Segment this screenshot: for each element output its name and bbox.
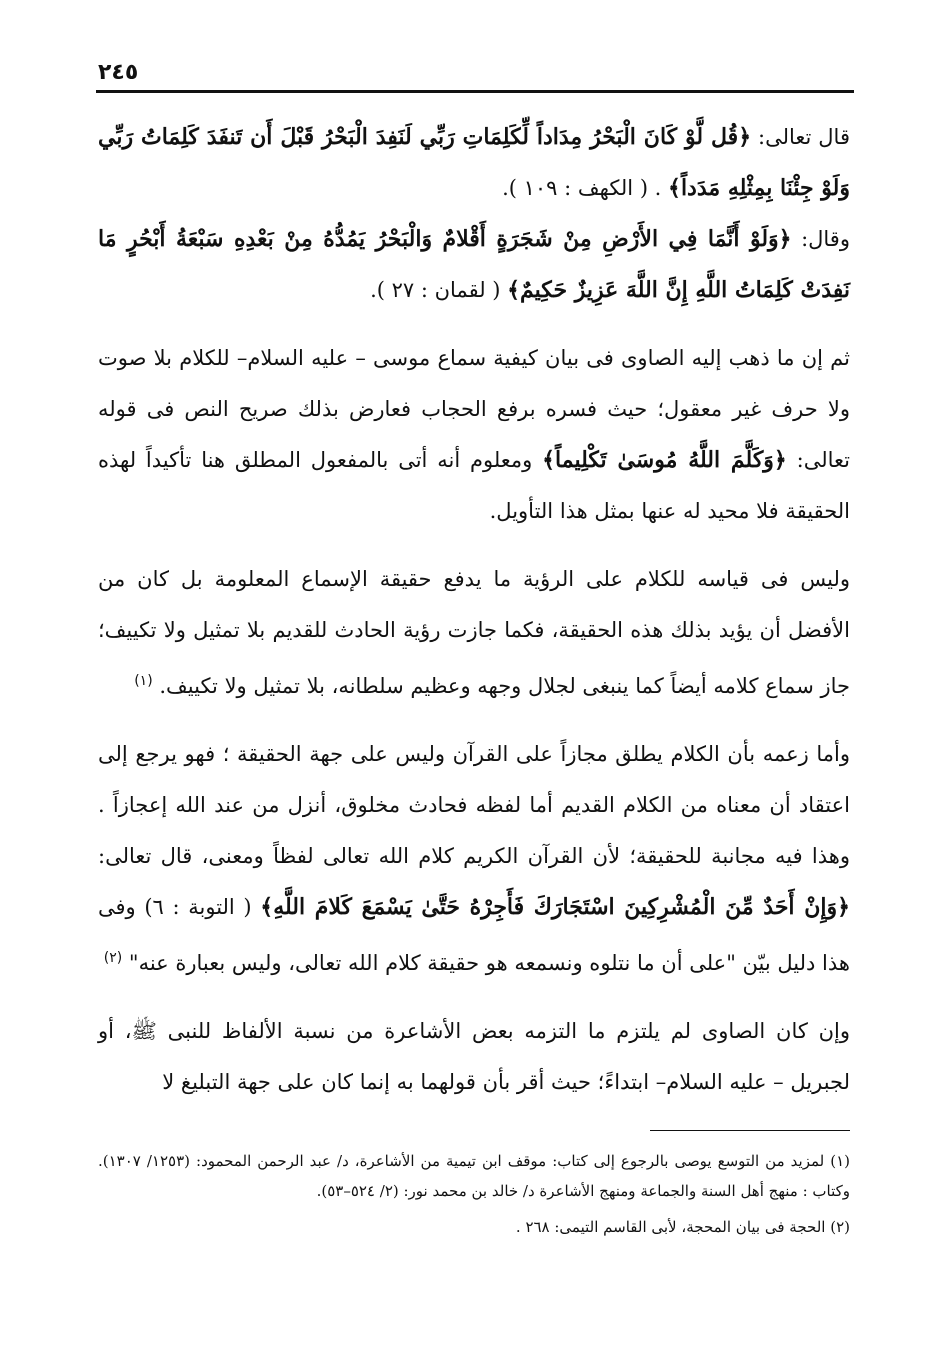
paragraph-3 bbox=[98, 333, 850, 537]
verse-reference-luqman: ( لقمان : ٢٧ ). bbox=[370, 278, 508, 302]
quran-verse-kahf: ﴿قُل لَّوْ كَانَ الْبَحْرُ مِدَاداً لِّكَلِمَاتِ رَبِّي لَنَفِدَ الْبَحْرُ قَبْلَ أَن تَنفَدَ كَلِمَاتُ رَبِّي وَلَوْ جِئْنَا بِمِثْلِهِ مَدَداً﴾ bbox=[98, 124, 850, 201]
footnote-separator bbox=[650, 1130, 850, 1131]
paragraph-6 bbox=[98, 1006, 850, 1108]
quran-verse-tawbah: ﴿وَإِنْ أَحَدٌ مِّنَ الْمُشْرِكِينَ اسْتَجَارَكَ فَأَجِرْهُ حَتَّىٰ يَسْمَعَ كَلامَ اللَّهِ﴾ bbox=[260, 894, 850, 920]
paragraph-4-text: وليس فى قياسه للكلام على الرؤية ما يدفع حقيقة الإسماع المعلومة بل كان من الأفضل أن يؤيد بذلك هذه الحقيقة، فكما جازت رؤية الحادث للقديم بلا تمثيل ولا تكييف؛ جاز سماع كلامه أيضاً كما ينبغى لجلال وجهه وعظيم سلطانه، بلا تمثيل ولا تكييف. bbox=[98, 567, 850, 698]
footnote-2: (٢) الحجة فى بيان المحجة، لأبى القاسم التيمى: ٢٦٨ . bbox=[515, 1218, 850, 1236]
main-text bbox=[98, 112, 850, 1108]
paragraph-5-tail: ( التوبة : ٦) وفى هذا دليل بيّن "على أن ما نتلوه ونسمعه هو حقيقة كلام الله تعالى، وليس بعبارة عنه" bbox=[98, 895, 850, 975]
footnote-ref-2[interactable]: (٢) bbox=[103, 950, 123, 966]
paragraph-5 bbox=[98, 729, 850, 989]
footnote-ref-1[interactable]: (١) bbox=[134, 673, 153, 689]
paragraph-1-lead: قال تعالى: bbox=[751, 125, 850, 149]
verse-reference-kahf: . ( الكهف : ١٠٩ ). bbox=[502, 176, 669, 200]
quran-verse-nisa: ﴿وَكَلَّمَ اللَّهُ مُوسَىٰ تَكْلِيماً﴾ bbox=[542, 447, 787, 473]
page-number: ٢٤٥ bbox=[98, 60, 139, 85]
paragraph-6-text: وإن كان الصاوى لم يلتزم ما التزمه بعض الأشاعرة من نسبة الألفاظ للنبى ﷺ، أو لجبريل – عليه السلام– ابتداءً؛ حيث أقر بأن قولهما به إنما كان على جهة التبليغ لا bbox=[98, 1019, 850, 1094]
footnote-1: (١) لمزيد من التوسع يوصى بالرجوع إلى كتاب: موقف ابن تيمية من الأشاعرة، د/ عبد الرحمن المحمود: (١٢٥٣/ ١٣٠٧). وكتاب : منهج أهل السنة والجماعة ومنهج الأشاعرة د/ خالد بن محمد نور: (٢/ ٥٢٤–٥٣). bbox=[98, 1152, 850, 1200]
paragraph-2 bbox=[98, 214, 850, 316]
paragraph-1 bbox=[98, 112, 850, 214]
paragraph-4 bbox=[98, 554, 850, 712]
footnotes bbox=[98, 1146, 850, 1242]
paragraph-5-lead: وأما زعمه بأن الكلام يطلق مجازاً على القرآن وليس على جهة الحقيقة ؛ فهو يرجع إلى اعتقاد أن معناه من الكلام القديم أما لفظه فحادث مخلوق، أنزل من عند الله إعجازاً . وهذا فيه مجانبة للحقيقة؛ لأن القرآن الكريم كلام الله تعالى لفظاً ومعنى، قال تعالى: bbox=[98, 742, 850, 868]
header-rule bbox=[96, 90, 854, 93]
paragraph-3-tail: ومعلوم أنه أتى بالمفعول المطلق هنا تأكيداً لهذه الحقيقة فلا محيد له عنها بمثل هذا التأويل. bbox=[98, 448, 850, 523]
paragraph-2-lead: وقال: bbox=[791, 227, 850, 251]
quran-verse-luqman: ﴿وَلَوْ أَنَّمَا فِي الأَرْضِ مِنْ شَجَرَةٍ أَقْلامٌ وَالْبَحْرُ يَمُدُّهُ مِنْ بَعْدِهِ سَبْعَةُ أَبْحُرٍ مَا نَفِدَتْ كَلِمَاتُ اللَّهِ إِنَّ اللَّهَ عَزِيزٌ حَكِيمٌ﴾ bbox=[98, 226, 850, 303]
paragraph-3-lead: ثم إن ما ذهب إليه الصاوى فى بيان كيفية سماع موسى – عليه السلام– للكلام بلا صوت ولا حرف غير معقول؛ حيث فسره برفع الحجاب فعارض بذلك صريح النص فى قوله تعالى: bbox=[98, 346, 850, 472]
